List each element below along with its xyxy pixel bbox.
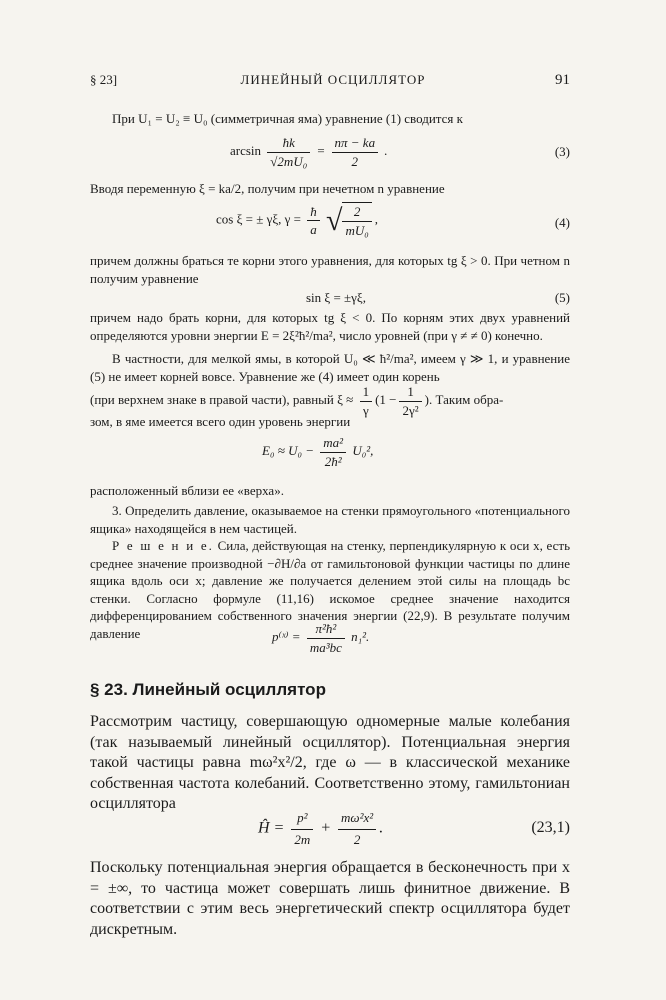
equation-number-23-1: (23,1) [531,819,570,836]
equation-3: arcsin $\frac{ħk}{\text{√2mU₀}}$ = $\frac{n\pi - ka}{2}$ . [230,135,388,169]
paragraph: расположенный вблизи ее «верха». [90,483,284,498]
running-title: ЛИНЕЙНЫЙ ОСЦИЛЛЯТОР [240,72,426,87]
text-run: ). [424,391,433,407]
eq-numerator: 2 [342,203,371,222]
eq-text: E₀ ≈ U₀ − [262,442,315,458]
paragraph: зом, в яме имеется всего один уровень энергии [90,414,351,429]
eq-denominator: 2 [353,831,361,847]
eq-denominator: γ [362,402,369,418]
paragraph: В частности, для мелкой ямы, в которой U₀ ≪ ħ²/ma², имеем γ ≫ 1, и уравнение (5) не имеет корней вовсе. Уравнение же (4) имеет один корень [90,351,570,384]
text-run: (при верхнем знаке в правой части), равный ξ ≈ [90,391,354,407]
eq-text: , [374,211,378,227]
text-run: (1 − [375,391,397,407]
page-number: 91 [555,72,570,88]
eq-denominator: 2ħ² [324,453,342,469]
eq-numerator: ma² [320,434,346,453]
eq-numerator: 1 [360,383,373,402]
eq-numerator: mω²x² [338,808,376,830]
solution-lead: Р е ш е н и е. [112,538,214,553]
eq-text: . [379,819,384,837]
equation-5: sin ξ = ±γξ, [306,290,366,305]
eq-numerator: ħ [307,203,320,222]
eq-text: U₀², [352,442,374,458]
eq-numerator: 1 [399,383,421,402]
paragraph: Рассмотрим частицу, совершающую одномерные малые колебания (так называемый линейный осциллятор). Потенциальная энергия такой частицы равна mω²x²/2, где ω — в классической механике собственная частота колебаний. Соответственно этому, гамильтониан осциллятора [90,713,570,812]
section-title: § 23. Линейный осциллятор [90,680,326,699]
eq-text: + [320,819,332,837]
eq-numerator: nπ − ka [332,134,379,153]
equation-23-1 [258,808,383,850]
eq-denominator: 2m [294,831,311,847]
eq-denominator: mU₀ [345,222,369,238]
eq-denominator: a [310,222,317,237]
equation-pressure [272,620,369,656]
equation-4 [216,202,378,239]
eq-text: cos ξ = ± γξ, γ = [216,211,301,227]
paragraph: Вводя переменную ξ = ka/2, получим при нечетном n уравнение [90,181,445,196]
eq-text: Ĥ = [258,819,285,837]
eq-text: arcsin [230,142,262,158]
equation-e0 [262,434,373,470]
eq-denominator: ma³bc [309,639,342,655]
equation-number-3: (3) [554,144,570,159]
equation-number-5: (5) [554,290,570,305]
eq-text: n₁². [351,628,370,644]
paragraph: 3. Определить давление, оказываемое на стенки прямоугольного «потенциального ящика» находящейся в нем частицей. [90,503,570,536]
eq-denominator: 2 [351,153,359,169]
eq-text: p⁽ˣ⁾ = [272,628,301,644]
header-section-ref: § 23] [90,72,118,87]
paragraph: Поскольку потенциальная энергия обращается в бесконечность при x = ±∞, то частица может совершать лишь финитное движение. В соответствии с этим весь энергетический спектр осциллятора будет дискретным. [90,859,570,938]
sqrt-sign-icon: √ [325,203,343,237]
eq-numerator: p² [291,808,313,830]
paragraph: При U₁ = U₂ ≡ U₀ (симметричная яма) уравнение (1) сводится к [112,111,463,126]
paragraph: причем надо брать корни, для которых tg ξ < 0. По корням этих двух уравнений определяются уровни энергии E = 2ξ²ħ²/ma², число уровней (при γ ≠ ≠ 0) конечно. [90,310,570,343]
paragraph: причем должны браться те корни этого уравнения, для которых tg ξ > 0. При четном n получим уравнение [90,253,570,286]
text-run: Сила, действующая на стенку, перпендикулярную к оси x, есть среднее значение производной −∂H/∂a от гамильтоновой функции частицы по длине ящика вдоль оси x; давление же получается делением этой силы на площадь bc стенки. Согласно формуле (11,16) искомое среднее значение находится дифференцированием собственного значения энергии (22,9). В результате получим давление [90,538,571,641]
eq-text: . [384,142,388,158]
text-run: Таким обра- [435,391,504,407]
eq-numerator: ħk [267,134,310,153]
equation-number-4: (4) [554,215,570,230]
eq-denominator: 2γ² [402,402,419,418]
eq-numerator: π²ħ² [307,620,345,639]
eq-denominator: √2mU₀ [270,153,308,169]
